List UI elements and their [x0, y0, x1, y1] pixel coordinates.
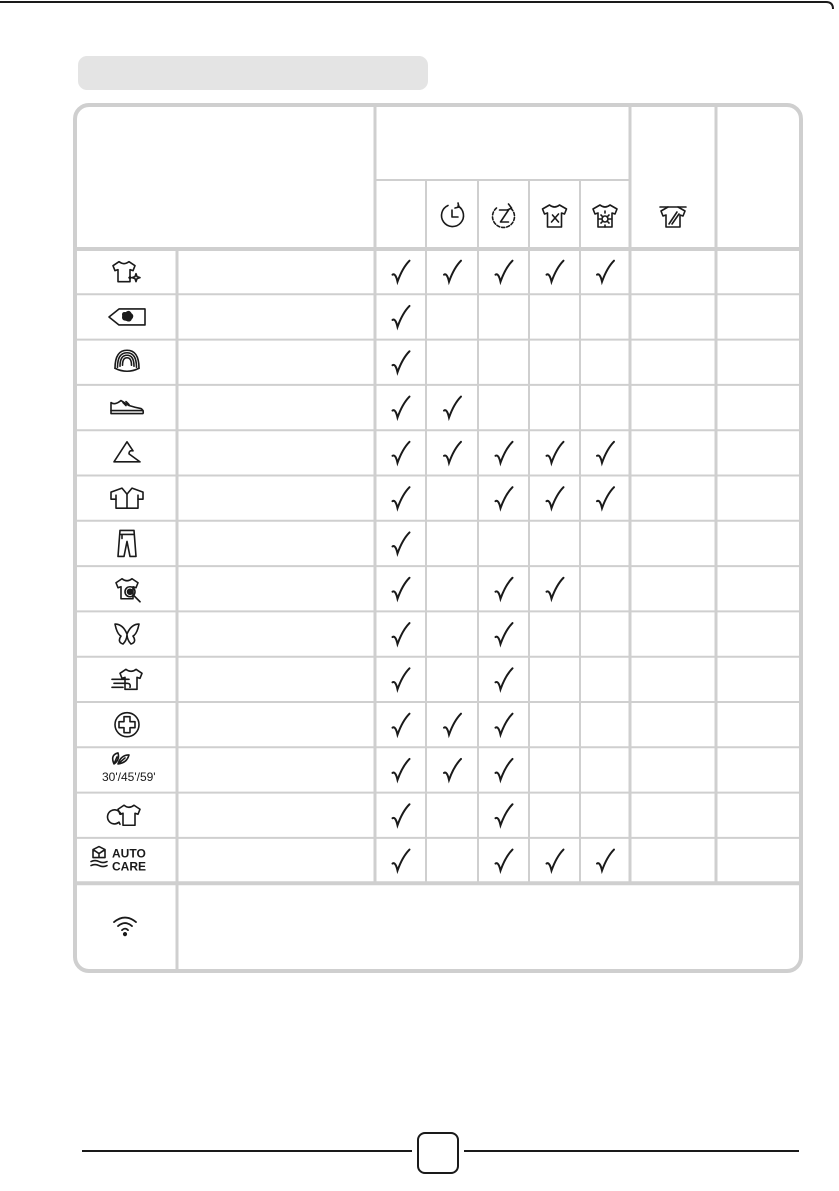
refresh-airflow-icon: [112, 669, 142, 689]
wifi-icon: [114, 918, 136, 936]
checkmark: [393, 714, 410, 735]
checkmark: [496, 261, 513, 282]
checkmark: [547, 850, 564, 871]
delicate-butterfly-icon: [115, 624, 139, 644]
checkmark: [496, 487, 513, 508]
eco-duration-caption: 30'/45'/59': [102, 769, 156, 784]
checkmark: [547, 487, 564, 508]
checkmark: [597, 487, 614, 508]
auto-care-caption: CARE: [112, 859, 147, 874]
checkmark: [496, 623, 513, 644]
footer-rule-right: [464, 1150, 799, 1152]
section-title-bar: [78, 56, 428, 90]
wash-only-icon: [543, 205, 567, 227]
top-rule: [0, 0, 839, 10]
checkmark: [393, 261, 410, 282]
checkmark: [393, 351, 410, 372]
checkmark: [393, 668, 410, 689]
program-options-table: [73, 103, 803, 973]
page-number-box: [417, 1132, 459, 1174]
checkmark: [496, 578, 513, 599]
mixed-shirt-sparkle-icon: [113, 262, 140, 282]
checkmark: [597, 850, 614, 871]
rapid-cycle-icon: [493, 204, 515, 227]
checkmark: [444, 714, 461, 735]
checkmark: [496, 714, 513, 735]
shoe-icon: [111, 401, 143, 414]
eco-leaf-icon: [102, 753, 156, 784]
checkmark: [444, 397, 461, 418]
checkmark: [547, 261, 564, 282]
auto-care-caption: AUTO: [112, 846, 146, 861]
checkmark: [496, 759, 513, 780]
checkmark: [393, 623, 410, 644]
auto-care-icon: [91, 847, 146, 874]
checkmark: [496, 850, 513, 871]
checkmark: [393, 306, 410, 327]
checkmark: [597, 442, 614, 463]
table-grid: [77, 107, 799, 969]
synthetic-triangle-icon: [114, 442, 140, 462]
checkmark: [393, 487, 410, 508]
rapid-shirt-icon: [108, 805, 140, 825]
dry-icon: [593, 205, 617, 227]
cotton-tag-icon: [109, 309, 145, 325]
checkmark: [393, 532, 410, 553]
timer-delay-icon: [442, 203, 464, 227]
shirt-icon: [111, 488, 143, 508]
checkmark: [597, 261, 614, 282]
checkmark: [496, 804, 513, 825]
checkmark: [393, 442, 410, 463]
jeans-icon: [118, 530, 136, 556]
checkmark: [393, 397, 410, 418]
checkmark: [547, 442, 564, 463]
checkmark: [444, 442, 461, 463]
wool-icon: [115, 350, 139, 371]
checkmark: [444, 759, 461, 780]
checkmark: [393, 759, 410, 780]
checkmark: [393, 804, 410, 825]
checkmark: [393, 578, 410, 599]
stain-magnifier-icon: [116, 579, 140, 602]
checkmark: [444, 261, 461, 282]
checkmark: [393, 850, 410, 871]
checkmark: [547, 578, 564, 599]
hygiene-cross-icon: [115, 713, 139, 737]
checkmark: [496, 668, 513, 689]
footer-rule-left: [82, 1150, 412, 1152]
anti-crease-icon: [660, 207, 686, 227]
checkmark: [496, 442, 513, 463]
